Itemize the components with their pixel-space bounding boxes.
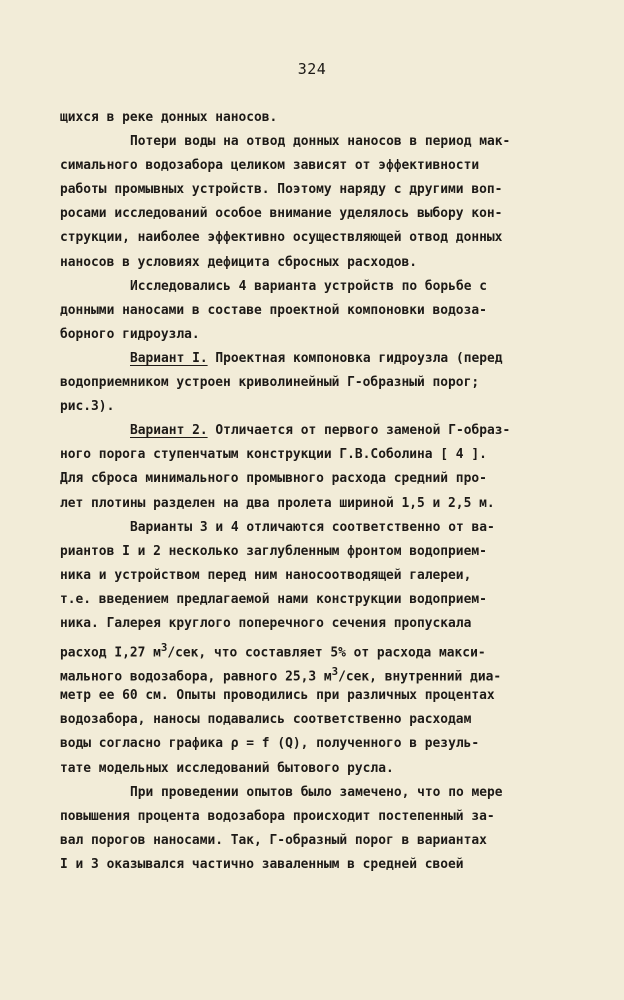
- text-line: ника и устройством перед ним наносоотводящей галереи,: [60, 567, 472, 583]
- text-line: метр ее 60 см. Опыты проводились при различных процентах: [60, 688, 495, 704]
- text-line: борного гидроузла.: [60, 326, 200, 342]
- text-line: наносов в условиях дефицита сбросных расходов.: [60, 254, 417, 270]
- text-line: [60, 347, 590, 371]
- text-line: росами исследований особое внимание уделялось выбору кон-: [60, 206, 503, 222]
- text-line: вал порогов наносами. Так, Г-образный порог в вариантах: [60, 832, 487, 848]
- text-span: расход I,27 м: [60, 645, 161, 661]
- text-line: Исследовались 4 варианта устройств по борьбе с: [130, 278, 487, 294]
- text-span: , полученного в резуль-: [300, 736, 480, 752]
- text-line: водоприемником устроен криволинейный Г-образный порог;: [60, 375, 480, 391]
- body-text: [60, 106, 590, 877]
- text-line: ного порога ступенчатым конструкции Г.В.Соболина [ 4 ].: [60, 447, 487, 463]
- text-line: работы промывных устройств. Поэтому наряду с другими воп-: [60, 182, 503, 198]
- text-line: Потери воды на отвод донных наносов в период мак-: [130, 134, 511, 150]
- text-line: повышения процента водозабора происходит постепенный за-: [60, 808, 495, 824]
- text-span: воды согласно графика: [60, 736, 231, 752]
- text-line: струкции, наиболее эффективно осуществляющей отвод донных: [60, 230, 503, 246]
- text-span: /сек, что составляет 5% от расхода макси-: [167, 645, 486, 661]
- text-line: [60, 419, 590, 443]
- page-number: 324: [297, 60, 327, 78]
- superscript: 3: [331, 665, 339, 679]
- text-line: [60, 732, 590, 756]
- text-line: симального водозабора целиком зависят от эффективности: [60, 158, 480, 174]
- text-line: т.е. введением предлагаемой нами конструкции водоприем-: [60, 591, 487, 607]
- text-line: [60, 660, 590, 684]
- text-line: щихся в реке донных наносов.: [60, 110, 278, 125]
- formula: ρ = f (Q): [230, 736, 301, 752]
- text-line: [60, 636, 590, 660]
- text-line: Варианты 3 и 4 отличаются соответственно от ва-: [130, 519, 495, 535]
- text-line: Для сброса минимального промывного расхода средний про-: [60, 471, 487, 487]
- text-span: мального водозабора, равного 25,3 м: [60, 669, 332, 685]
- superscript: 3: [160, 641, 168, 655]
- text-line: ника. Галерея круглого поперечного сечения пропускала: [60, 615, 472, 631]
- text-line: При проведении опытов было замечено, что по мере: [130, 784, 503, 800]
- text-line: рис.3).: [60, 399, 115, 415]
- text-line: донными наносами в составе проектной компоновки водоза-: [60, 302, 487, 318]
- text-span: Проектная компоновка гидроузла (перед: [207, 350, 503, 366]
- text-line: тате модельных исследований бытового русла.: [60, 760, 394, 776]
- text-line: риантов I и 2 несколько заглубленным фронтом водоприем-: [60, 543, 487, 559]
- variant-heading: Вариант I.: [130, 350, 208, 366]
- text-span: Отличается от первого заменой Г-образ-: [207, 423, 511, 439]
- text-line: водозабора, наносы подавались соответственно расходам: [60, 712, 472, 728]
- text-line: I и 3 оказывался частично заваленным в средней своей: [60, 856, 464, 872]
- variant-heading: Вариант 2.: [130, 423, 208, 439]
- text-line: лет плотины разделен на два пролета шириной 1,5 и 2,5 м.: [60, 495, 495, 511]
- text-span: /сек, внутренний диа-: [338, 669, 502, 685]
